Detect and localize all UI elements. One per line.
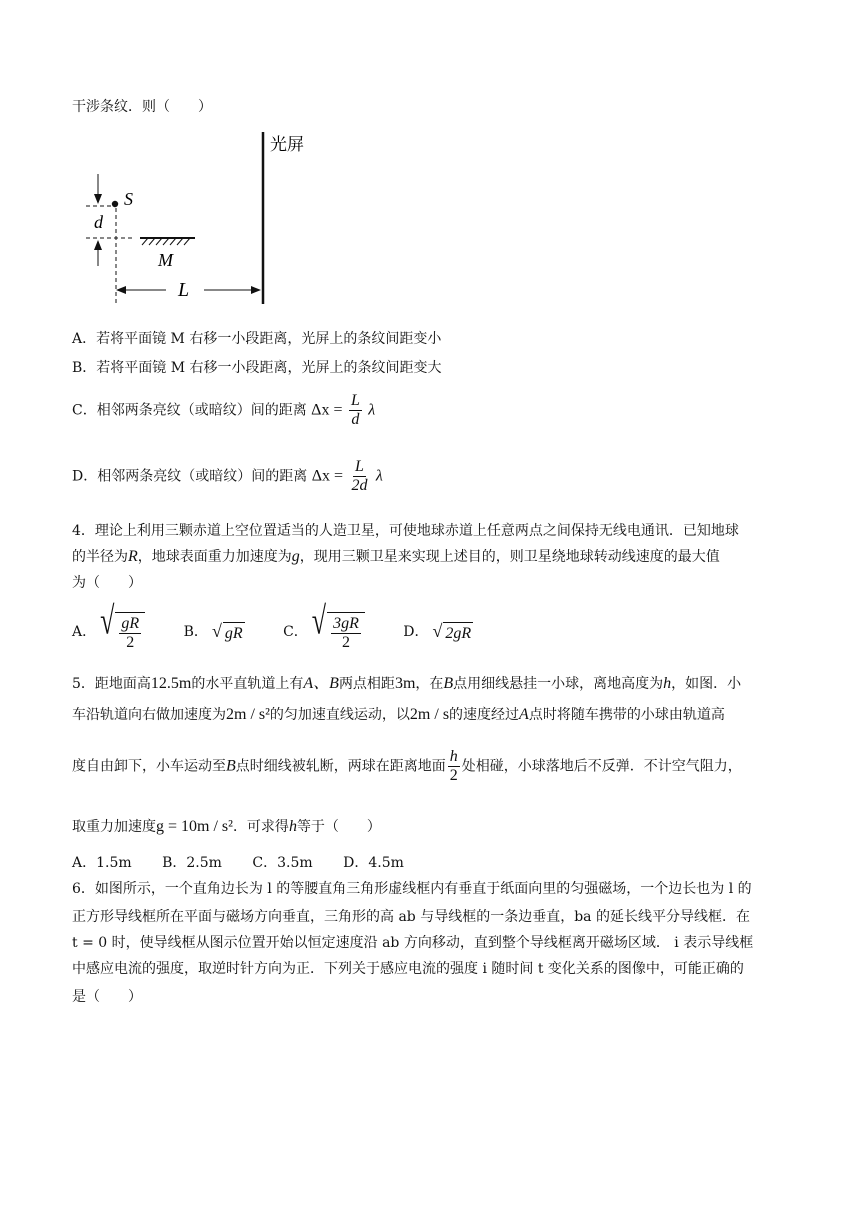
q4-options xyxy=(72,599,473,652)
q5-option-A: A．1.5m xyxy=(72,855,132,871)
q3-option-A: A．若将平面镜 M 右移一小段距离，光屏上的条纹间距变小 xyxy=(72,331,442,347)
q5-options xyxy=(72,852,404,872)
q6-line4: 中感应电流的强度，取逆时针方向为正．下列关于感应电流的强度 i 随时间 t 变化关系的图像中，可能正确的 xyxy=(72,961,744,977)
q3-option-D-lhs: Δx = xyxy=(311,467,343,485)
q3-figure xyxy=(80,128,320,310)
q6-line5: 是（ ） xyxy=(72,989,142,1005)
q3-option-C-fraction: $\frac{L}{d}$ xyxy=(350,392,360,428)
mirror-label: M xyxy=(158,250,173,270)
q3-intro: 干涉条纹．则（ ） xyxy=(72,99,212,115)
q4-option-A: A． √ $\frac{gR}{2}$ xyxy=(72,612,145,652)
q5-h-half: $\frac{h}{2}$ xyxy=(449,748,458,784)
q3-option-D-prefix: D．相邻两条亮纹（或暗纹）间的距离 xyxy=(72,468,308,485)
q5-option-D: D．4.5m xyxy=(343,855,404,871)
q3-option-C: C．相邻两条亮纹（或暗纹）间的距离 Δx = $\frac{L}{d}$ λ xyxy=(72,392,376,428)
q5-option-B: B．2.5m xyxy=(162,855,222,871)
q3-option-D: D．相邻两条亮纹（或暗纹）间的距离 Δx = $\frac{L}{2d}$ λ xyxy=(72,458,383,494)
q3-option-C-lhs: Δx = xyxy=(311,401,343,419)
source-label: S xyxy=(124,189,133,209)
q3-option-C-prefix: C．相邻两条亮纹（或暗纹）间的距离 xyxy=(72,402,307,419)
q4-line1: 4．理论上利用三颗赤道上空位置适当的人造卫星，可使地球赤道上任意两点之间保持无线电通讯．已知地球 xyxy=(72,523,739,539)
q4-option-D: D． √ 2gR xyxy=(403,620,472,642)
q3-option-D-fraction: $\frac{L}{2d}$ xyxy=(351,458,368,494)
q4-option-B: B． √ gR xyxy=(183,620,243,642)
q4-line3: 为（ ） xyxy=(72,575,142,591)
q5-line3: 度自由卸下，小车运动至B点时细线被轧断，两球在距离地面 $\frac{h}{2}$ 处相碰，小球落地后不反弹．不计空气阻力， xyxy=(72,748,742,784)
q4-option-C: C． √ $\frac{3gR}{2}$ xyxy=(283,612,365,652)
L-label: L xyxy=(178,279,190,301)
q6-line3: t = 0 时，使导线框从图示位置开始以恒定速度沿 ab 方向移动，直到整个导线框离开磁场区域． i 表示导线框 xyxy=(72,935,754,951)
q5-line4: 取重力加速度g = 10m / s²．可求得h等于（ ） xyxy=(72,818,381,835)
q6-line1: 6．如图所示，一个直角边长为 l 的等腰直角三角形虚线框内有垂直于纸面向里的匀强磁场，一个边长也为 l 的 xyxy=(72,881,752,897)
q5-line2: 车沿轨道向右做加速度为2m / s²的匀加速直线运动，以2m / s的速度经过A点时将随车携带的小球由轨道高 xyxy=(72,706,725,723)
q5-line1: 5．距地面高12.5m的水平直轨道上有A、B两点相距3m，在B点用细线悬挂一小球，离地高度为h，如图．小 xyxy=(72,675,742,692)
q5-option-C: C．3.5m xyxy=(252,855,313,871)
screen-label: 光屏 xyxy=(270,135,304,154)
d-label: d xyxy=(94,212,103,232)
q4-line2: 的半径为R，地球表面重力加速度为g，现用三颗卫星来实现上述目的，则卫星绕地球转动线速度的最大值 xyxy=(72,548,720,565)
q3-option-B: B．若将平面镜 M 右移一小段距离，光屏上的条纹间距变大 xyxy=(72,360,442,376)
q6-line2: 正方形导线框所在平面与磁场方向垂直，三角形的高 ab 与导线框的一条边垂直，ba 的延长线平分导线框．在 xyxy=(72,909,750,925)
